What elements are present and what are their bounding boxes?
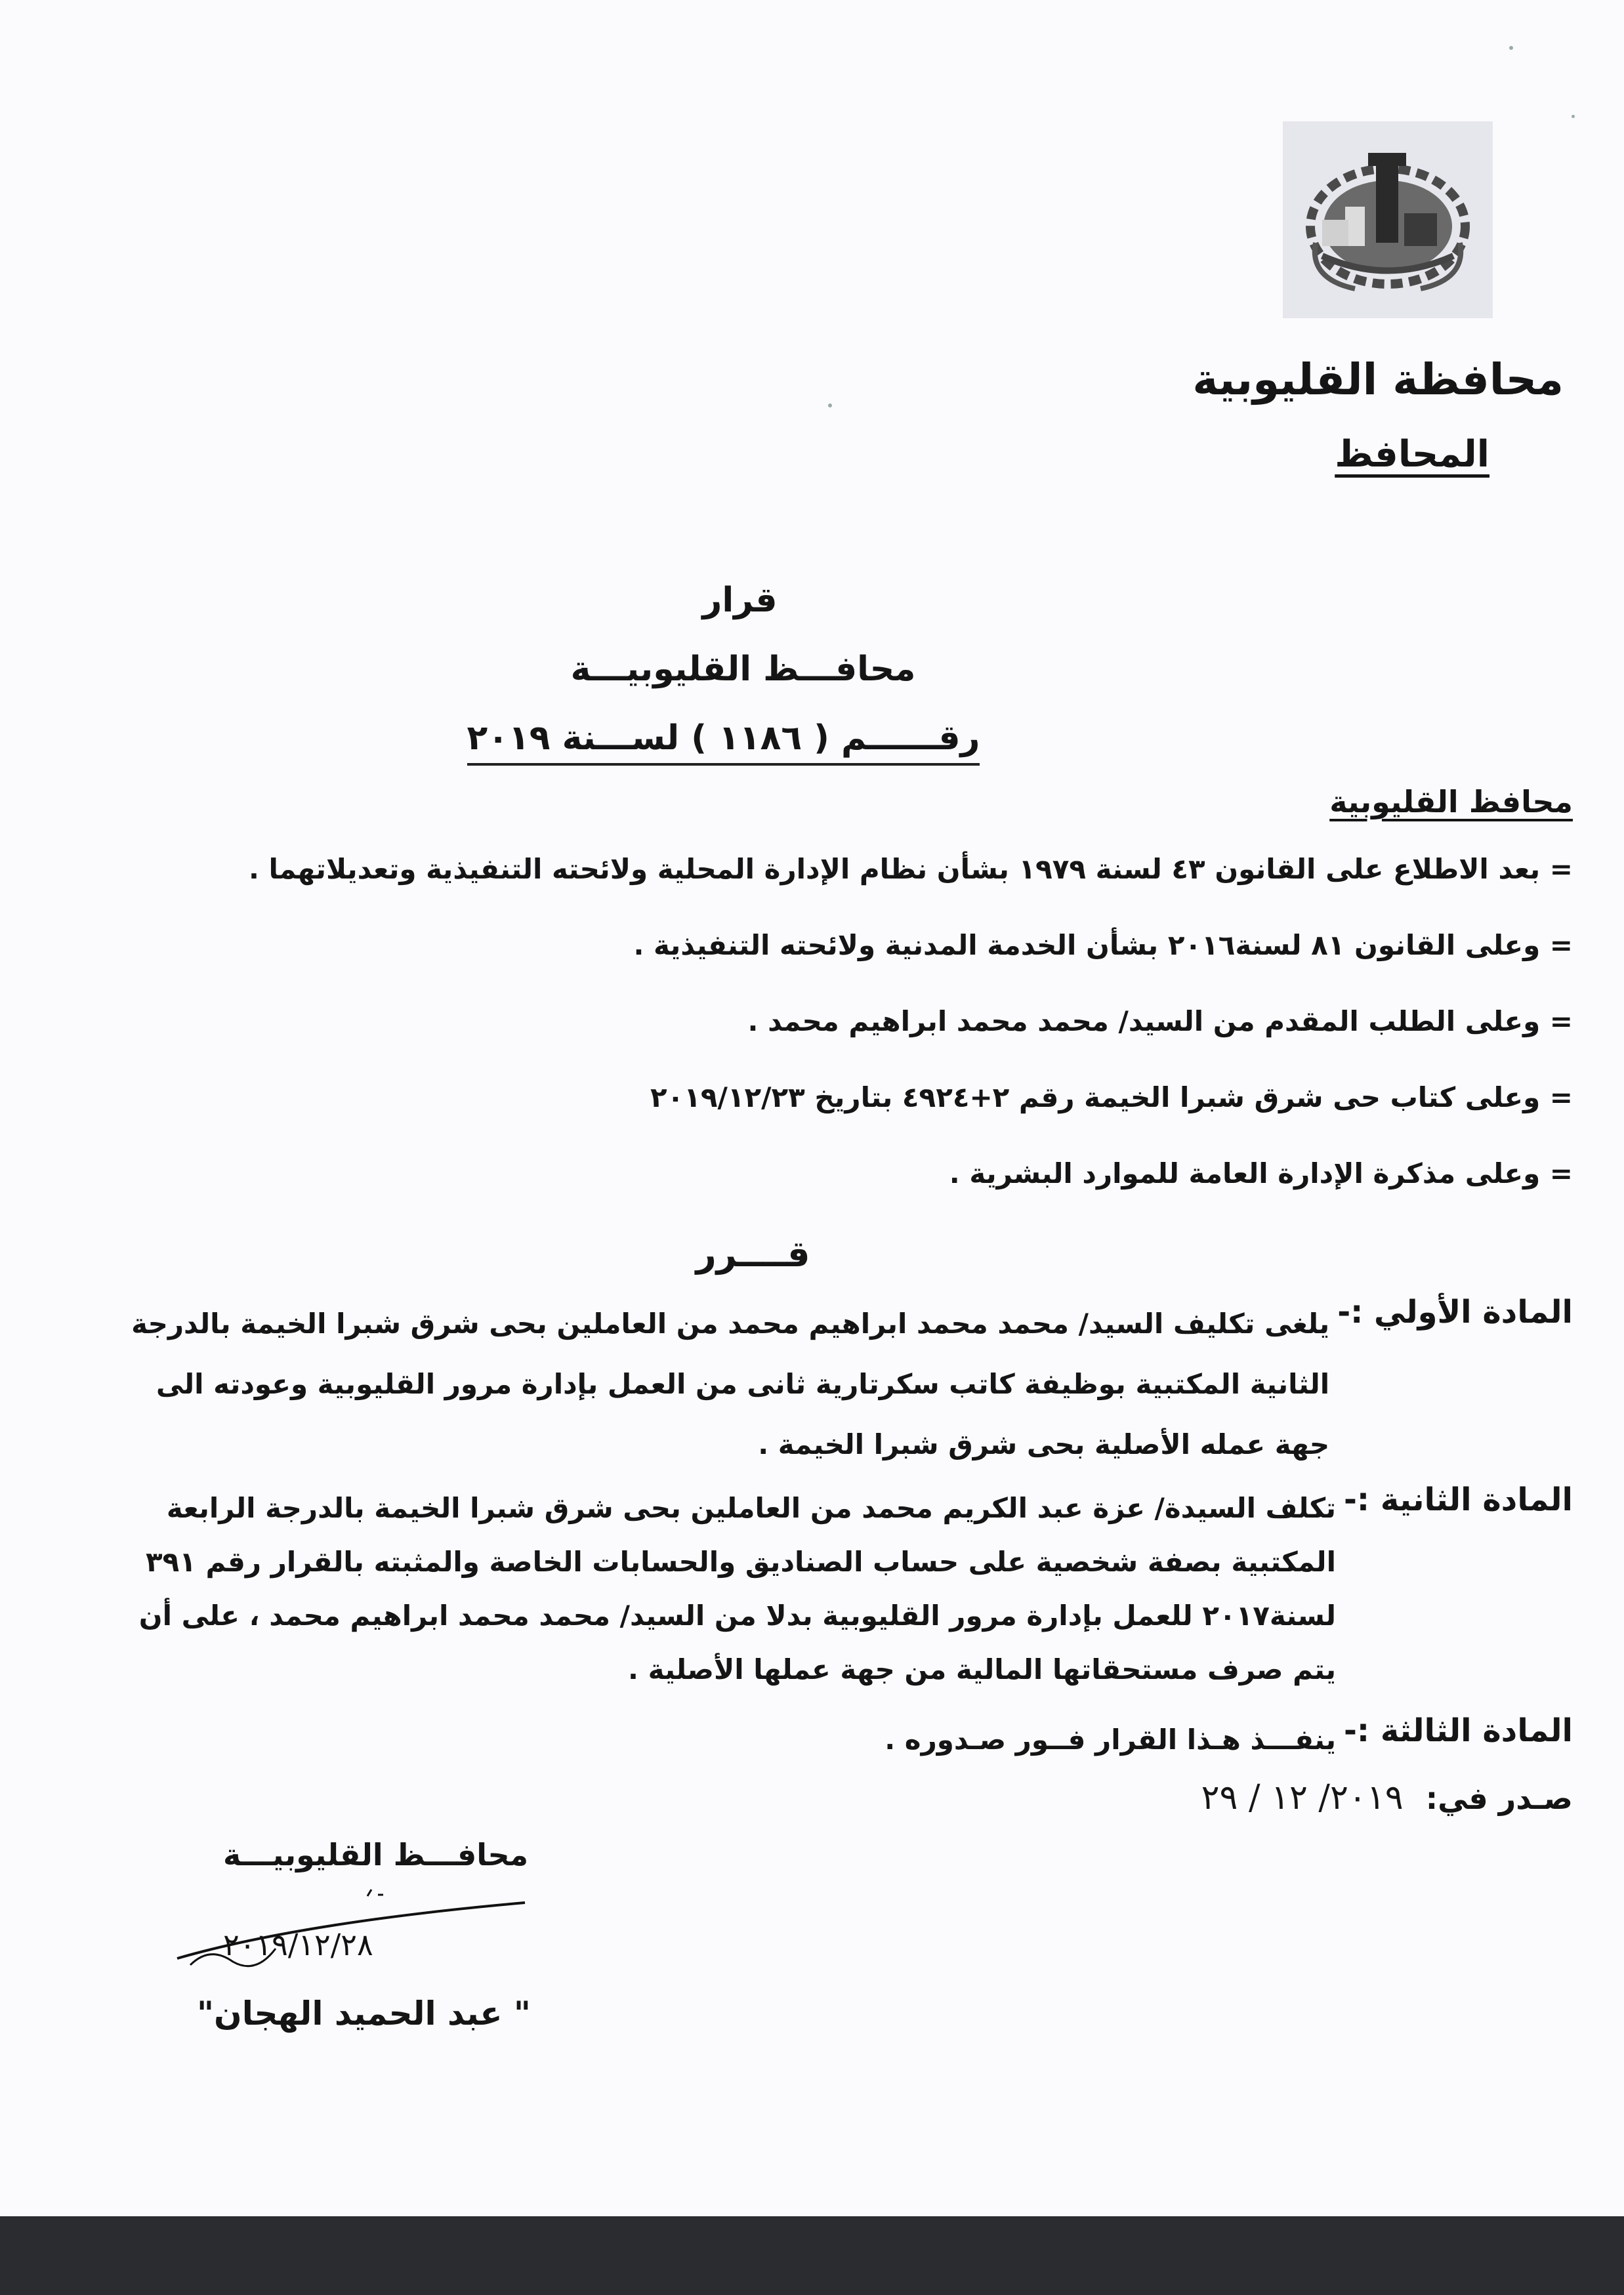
list-item: = وعلى مذكرة الإدارة العامة للموارد البشرية . — [949, 1157, 1573, 1189]
decides-heading — [0, 1233, 1624, 1275]
signatory-name: " عبد الحميد الهجان" — [197, 1995, 531, 2033]
article-text: ينفـــذ هـذا القرار فــور صـدوره . — [885, 1724, 1336, 1756]
list-item: = وعلى الطلب المقدم من السيد/ محمد محمد ابراهيم محمد . — [747, 1005, 1573, 1037]
issued-date: ٢٠١٩/ ١٢ / ٢٩ — [1201, 1778, 1404, 1817]
list-item: = بعد الاطلاع على القانون ٤٣ لسنة ١٩٧٩ بشأن نظام الإدارة المحلية ولائحته التنفيذية وتعديلاتهما . — [248, 853, 1573, 885]
article-2 — [110, 1481, 1573, 1697]
article-label: المادة الأولي :- — [1337, 1294, 1573, 1331]
governorate-emblem-icon — [1283, 121, 1493, 318]
issued-line — [1201, 1778, 1573, 1817]
article-label: المادة الثالثة :- — [1343, 1712, 1573, 1749]
article-label: المادة الثانية :- — [1343, 1481, 1573, 1518]
scan-speck — [828, 403, 832, 407]
decree-heading: قرار — [702, 581, 778, 620]
signature-date-text: ٢٠١٩/١٢/٢٨ — [223, 1927, 373, 1962]
decree-number-line — [0, 718, 1535, 758]
list-item: = وعلى القانون ٨١ لسنة٢٠١٦ بشأن الخدمة المدنية ولائحته التنفيذية . — [633, 929, 1573, 961]
article-text: يلغى تكليف السيد/ محمد محمد ابراهيم محمد من العاملين بحى شرق شبرا الخيمة بالدرجة الثانية المكتبية بوظيفة كاتب سكرتارية ثانى من العمل بإدارة مرور القليوبية وعودته الى جهة عمله الأصلية بحى شرق شبرا الخيمة . — [131, 1308, 1330, 1460]
governorate-title: محافظة القليوبية — [1192, 354, 1564, 405]
whereas-title: محافظ القليوبية — [1329, 784, 1573, 819]
scan-bottom-edge — [0, 2216, 1624, 2295]
scan-speck — [1509, 46, 1513, 50]
list-item: = وعلى كتاب حى شرق شبرا الخيمة رقم ٢+٤٩٢٤ بتاريخ ٢٠١٩/١٢/٢٣ — [650, 1081, 1573, 1113]
issued-label: صـدر في: — [1425, 1781, 1573, 1816]
office-title: المحافظ — [1335, 433, 1489, 476]
handwritten-signature — [171, 1883, 538, 1981]
scan-speck — [1572, 115, 1575, 118]
article-1 — [110, 1294, 1573, 1475]
decree-issuer: محافـــظ القليوبيـــة — [570, 650, 916, 689]
whereas-list — [129, 846, 1573, 1227]
decree-number: رقــــــم ( ١١٨٦ ) لســـنة ٢٠١٩ — [467, 718, 980, 766]
decides-text: قــــرر — [696, 1233, 810, 1275]
signature-title: محافـــظ القليوبيـــة — [223, 1837, 529, 1872]
article-text: تكلف السيدة/ عزة عبد الكريم محمد من العاملين بحى شرق شبرا الخيمة بالدرجة الرابعة المكتبية بصفة شخصية على حساب الصناديق والحسابات الخاصة والمثبته بالقرار رقم ٣٩١ لسنة٢٠١٧ للعمل بإدارة مرور القليوبية بدلا من السيد/ محمد محمد ابراهيم محمد ، على أن يتم صرف مستحقاتها المالية من جهة عملها الأصلية . — [138, 1492, 1336, 1685]
article-3 — [110, 1712, 1573, 1768]
